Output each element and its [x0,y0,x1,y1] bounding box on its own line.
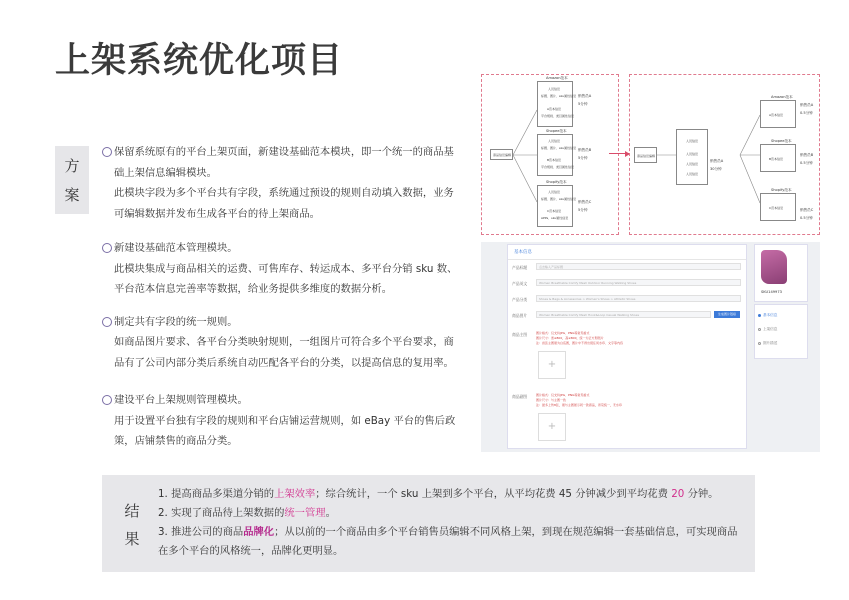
owner-label: 销售员A [710,159,724,163]
solution-tag-char-2: 案 [64,186,80,204]
owner-label: 销售员B [800,153,814,157]
field-label: 商品图片 [512,313,528,318]
template-box [760,193,796,221]
box-line: 人员信息 [686,139,699,143]
time-label: 5分钟 [578,208,588,212]
box-line: B范本信息 [769,157,784,161]
box-line: B范本信息 [547,158,562,162]
nav-label: 图片描述 [763,341,778,345]
section-nav [754,304,808,359]
box-line: A范本信息 [547,107,562,111]
box-line: C范本信息 [547,209,562,213]
solution-item-heading: 制定共有字段的统一规则。 [114,315,238,328]
result-text: 。 [325,507,336,519]
result-item [158,523,743,561]
diagram-root-box [634,147,657,163]
result-item [158,485,743,504]
solution-item-body: 此模块集成与商品相关的运费、可售库存、转运成本、多平台分销 sku 数、平台范本信息完善率等数据，给业务提供多维度的数据分析。 [114,262,458,295]
time-label: 0.5分钟 [800,161,813,165]
template-box [537,185,577,227]
flow-diagram-after [629,74,820,235]
shoe-image [761,250,787,284]
circle-bullet-icon [102,147,112,157]
result-box [102,475,755,572]
group-title: Shopify范本 [771,188,792,192]
image-note: 注：最多上传8张，须与主图展示同一款商品，背景统一，无水印 [536,403,622,407]
owner-label: 销售员A [578,94,592,98]
group-title: Amazon范本 [771,95,793,99]
group-title: Amazon范本 [546,76,568,80]
time-label: 30分钟 [710,167,722,171]
box-line: 人员信息 [548,87,561,91]
template-box [760,100,796,128]
diagram-root-label: 商品信息编辑 [637,154,656,158]
result-tag [124,497,140,553]
solution-item-body: 如商品图片要求、各平台分类映射规则，一组图片可符合多个平台要求，商品有了公司内部分类后系统自动匹配各平台的分类，以提高信息的复用率。 [114,336,454,369]
circle-bullet-icon [102,317,112,327]
field-label: 产品英文 [512,281,528,286]
result-tag-char-1: 结 [124,502,140,520]
solution-list [102,142,462,452]
template-box [760,144,796,172]
box-line: 人员信息 [686,172,699,176]
upload-main-image-button[interactable]: + [538,351,566,379]
box-line: 人员信息 [548,139,561,143]
solution-item-heading: 保留系统原有的平台上架页面，新建设基础范本模块，即一个统一的商品基础上架信息编辑模块。 [114,146,454,179]
nav-item-basic[interactable] [763,313,777,318]
nav-dot-icon [758,342,761,345]
box-line: 标题、图片、sku属性信息 [541,197,577,201]
box-line: 人员信息 [686,152,699,156]
result-text: 分钟。 [684,488,719,500]
solution-item-body: 用于设置平台独有字段的规则和平台店铺运营规则，如 eBay 平台的售后政策，店铺禁售的商品分类。 [114,414,456,447]
page-title: 上架系统优化项目 [55,41,344,81]
image-note: 图片格式：仅支持JPG、PNG等常见格式 [536,393,590,397]
result-text: 1. 提高商品多渠道分销的 [158,488,275,500]
circle-bullet-icon [102,243,112,253]
field-label: 产品标题 [512,265,528,270]
product-title-input[interactable]: 点击输入产品标题 [536,263,741,270]
result-highlight: 上架效率 [274,488,316,500]
solution-tag-char-1: 方 [64,157,80,175]
time-label: 5分钟 [578,156,588,160]
product-image-input[interactable]: Women Breathable Comfy Mesh Hook&Loop Casual Walking Shoes [536,311,711,318]
box-line: A范本信息 [769,113,784,117]
owner-label: 销售员B [578,148,592,152]
editor-screenshot [481,242,820,452]
box-line: C范本信息 [769,206,784,210]
solution-tag [55,146,89,214]
product-english-input[interactable]: Women Breathable Comfy Mesh Outdoor Running Walking Shoes [536,279,741,286]
solution-item-heading: 建设平台上架规则管理模块。 [114,394,248,406]
box-line: APPs、sku属性信息 [541,216,569,220]
owner-label: 销售员A [800,103,814,107]
result-text: 2. 实现了商品待上架数据的 [158,507,285,519]
generate-link-button[interactable]: 生成图片链接 [714,311,740,318]
solution-item [102,238,462,300]
result-highlight: 20 [671,488,685,500]
result-highlight: 统一管理 [284,507,326,519]
box-line: 标题、图片、sku属性信息 [541,94,577,98]
time-label: 5分钟 [578,102,588,106]
field-label: 商品副图 [512,394,528,399]
nav-item-listing[interactable] [763,327,777,332]
box-line: 标题、图片、sku属性信息 [541,146,577,150]
time-label: 0.5分钟 [800,216,813,220]
group-title: Shopee范本 [771,139,792,143]
owner-label: 销售员C [800,208,814,212]
box-line: 平台规则、类目属性信息 [541,114,575,118]
sku-label: SKU149973 [761,290,782,294]
time-label: 0.5分钟 [800,111,813,115]
owner-label: 销售员C [578,200,592,204]
nav-dot-icon [758,314,761,317]
panel-title: 基本信息 [508,245,746,260]
group-title: Shopify范本 [546,180,567,184]
circle-bullet-icon [102,395,112,405]
image-note: 注：首张主图须为白底图，图片中不得出现任何水印、文字等内容 [536,341,624,345]
solution-item [102,142,462,224]
template-box [537,81,577,127]
image-note: 图片尺寸：与主图一致 [536,398,567,402]
solution-item-body: 此模块字段为多个平台共有字段，系统通过预设的规则自动填入数据，业务可编辑数据并发布生成各平台的待上架商品。 [114,187,454,220]
nav-dot-icon [758,328,761,331]
product-thumbnail-card [754,244,808,302]
result-highlight: 品牌化 [243,526,275,538]
field-label: 商品主图 [512,332,528,337]
result-text: ；综合统计，一个 sku 上架到多个平台，从平均花费 45 分钟减少到平均花费 [315,488,672,500]
nav-item-images[interactable] [763,341,777,346]
box-line: 人员信息 [548,190,561,194]
result-text: ；从以前的一个商品由多个平台销售员编辑不同风格上架，到现在规范编辑一套基础信息，可实现商品在多个平台的风格统一，品牌化更明显。 [158,526,738,557]
nav-label: 基本信息 [763,313,778,317]
solution-item [102,312,462,374]
product-category-input[interactable]: Shoes & Bags & Accessories > Women's Shoes > Athletic Shoes [536,295,741,302]
group-title: Shopee范本 [546,129,567,133]
box-line: 人员信息 [686,162,699,166]
flow-diagram-before [481,74,619,235]
diagram-root-box [490,149,513,160]
result-text: 3. 推进公司的商品 [158,526,244,538]
upload-sub-image-button[interactable]: + [538,413,566,441]
base-template-box [676,129,708,185]
solution-item [102,390,462,452]
result-item [158,504,743,523]
solution-item-heading: 新建设基础范本管理模块。 [114,242,238,254]
image-note: 图片格式：仅支持JPG、PNG等常见格式 [536,331,590,335]
nav-label: 上架信息 [763,327,778,331]
image-note: 图片尺寸：宽≥800，高≥800，统一为正方形图片 [536,336,604,340]
box-line: 平台规则、类目属性信息 [541,165,575,169]
field-label: 产品分类 [512,297,528,302]
transition-arrow-icon [609,153,629,154]
result-list [158,485,743,561]
template-box [537,134,577,176]
diagram-root-label: 商品信息编辑 [493,153,512,157]
basic-info-panel [507,244,747,449]
result-tag-char-2: 果 [124,530,140,548]
